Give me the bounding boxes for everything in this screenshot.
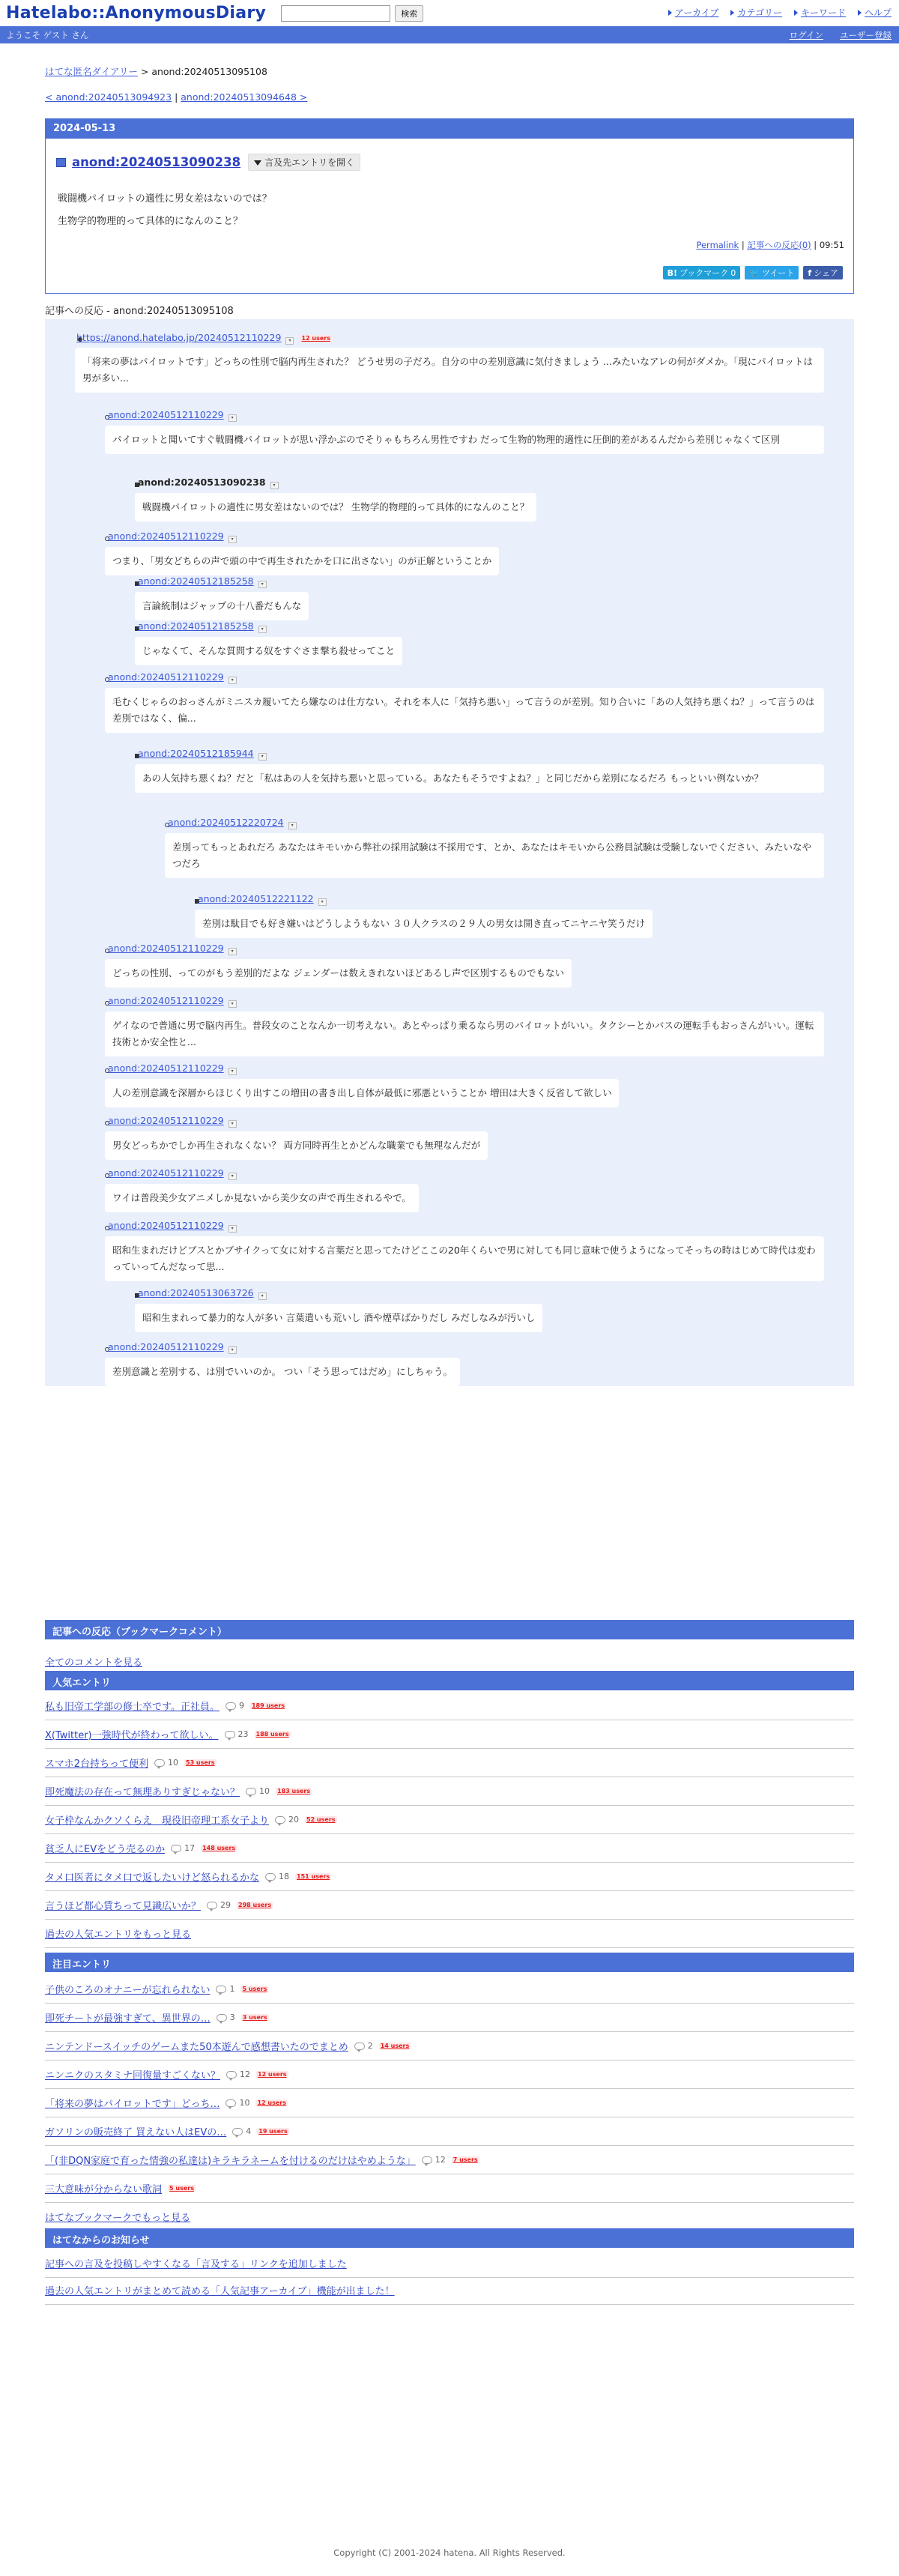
- reference-excerpt: 「将来の夢はパイロットです」どっちの性別で脳内再生された？ どうせ男の子だろ。自分の中の差別意識に気付きましょう ...みたいなアレの何がダメか。「現にパイロットは男が多い...: [75, 348, 824, 393]
- reference-excerpt: あの人気持ち悪くね？だと「私はあの人を気持ち悪いと思っている。あなたもそうですよね？」と同じだから差別になるだろ もっといい例ないか？: [135, 764, 824, 793]
- comment-count[interactable]: 17: [171, 1843, 195, 1853]
- reference-link[interactable]: anond:20240512110229: [108, 943, 224, 954]
- reference-excerpt: 昭和生まれって暴力的な人が多い 言葉遣いも荒いし 酒や煙草ばかりだし みだしなみが汚いし: [135, 1304, 542, 1332]
- entry-row: [45, 2174, 854, 2203]
- reference-item: [108, 1115, 237, 1128]
- entry-row: [45, 1720, 854, 1749]
- welcome-bar: [0, 27, 899, 43]
- entry-row: [45, 1777, 854, 1806]
- entry-title-link[interactable]: 貧乏人にEVをどう売るのか: [45, 1844, 166, 1855]
- expand-icon[interactable]: ▾: [288, 822, 297, 829]
- comment-count[interactable]: 10: [154, 1758, 178, 1768]
- breadcrumb-root-link[interactable]: はてな匿名ダイアリー: [45, 66, 138, 77]
- reference-excerpt: 差別は駄目でも好き嫌いはどうしようもない ３０人クラスの２９人の男女は開き直ってニヤニヤ笑うだけ: [195, 910, 653, 938]
- speech-bubble-icon: [422, 2156, 432, 2164]
- reference-excerpt: 昭和生まれだけどブスとかブサイクって女に対する言葉だと思ってたけどここの20年くらいで男に対しても同じ意味で使うようになってそっちの時はじめて時代は変わっていってんだなって思...: [105, 1236, 824, 1281]
- reference-excerpt: 差別ってもっとあれだろ あなたはキモいから弊社の採用試験は不採用です、とか、あなたはキモいから公務員試験は受験しないでください、みたいなやつだろ: [165, 833, 824, 878]
- reference-item: [108, 1341, 237, 1354]
- comment-count[interactable]: 4: [232, 2126, 251, 2136]
- entry-title-link[interactable]: ニンテンドースイッチのゲームまた50本遊んで感想書いたのでまとめ: [45, 2042, 348, 2053]
- tweet-button[interactable]: 🐦 ツイート: [745, 266, 799, 279]
- entry-date: 2024-05-13: [46, 119, 853, 139]
- search-input[interactable]: [281, 5, 390, 22]
- comment-count[interactable]: 12: [422, 2155, 446, 2165]
- reference-item: [138, 748, 267, 761]
- reference-item: [138, 477, 279, 489]
- register-link[interactable]: ユーザー登録: [840, 30, 892, 40]
- speech-bubble-icon: [246, 1788, 256, 1795]
- reference-link[interactable]: anond:20240512110229: [108, 671, 224, 683]
- entry-title-link[interactable]: 三大意味が分からない歌詞: [45, 2184, 163, 2195]
- comment-count[interactable]: 18: [265, 1872, 289, 1881]
- comment-count[interactable]: 10: [225, 2098, 249, 2108]
- reference-link[interactable]: anond:20240512110229: [108, 1167, 224, 1179]
- reference-link[interactable]: anond:20240512185258: [138, 620, 254, 632]
- responses-link[interactable]: 記事への反応(0): [747, 240, 811, 250]
- more-row: [45, 1920, 854, 1948]
- comment-count[interactable]: 1: [216, 1984, 234, 1994]
- entry-title-link[interactable]: X(Twitter)一強時代が終わって欲しい。: [45, 1730, 219, 1741]
- entry-row: [45, 1863, 854, 1891]
- news-item: [45, 2276, 854, 2305]
- reference-excerpt: どっちの性別、ってのがもう差別的だよな ジェンダーは数えきれないほどあるし声で区別するものでもない: [105, 959, 572, 988]
- popular-entries-heading: 人気エントリ: [45, 1671, 854, 1690]
- reference-item: [108, 671, 237, 684]
- users-badge[interactable]: 12 users: [257, 2099, 286, 2106]
- news-item: [45, 2249, 854, 2278]
- reference-excerpt: ゲイなので普通に男で脳内再生。普段女のことなんか一切考えない。あとやっぱり乗るなら男のパイロットがいい。タクシーとかバスの運転手もおっさんがいい。運転技術とか安全性と...: [105, 1012, 824, 1056]
- reference-excerpt: 人の差別意識を深層からほじくり出すこの増田の書き出し自体が最低に邪悪ということか 増田は大きく反省して欲しい: [105, 1079, 619, 1107]
- open-referenced-entry-button[interactable]: 言及先エントリを開く: [248, 154, 360, 171]
- entry-title-link[interactable]: タメ口医者にタメ口で返したいけど怒られるかな: [45, 1872, 260, 1884]
- reference-item: [108, 409, 237, 422]
- entry-title-link[interactable]: 「将来の夢はパイロットです」どっち…: [45, 2099, 220, 2110]
- users-badge[interactable]: 53 users: [186, 1759, 215, 1766]
- references-tree: [45, 319, 854, 1386]
- users-badge[interactable]: 5 users: [242, 1986, 267, 1992]
- expand-icon[interactable]: ▾: [228, 1000, 237, 1008]
- references-heading: 記事への反応 - anond:20240513095108: [45, 303, 854, 320]
- speech-bubble-icon: [275, 1816, 285, 1824]
- reference-item: [108, 1167, 237, 1180]
- reference-excerpt: 言論統制はジャップの十八番だもんな: [135, 592, 309, 620]
- reference-link[interactable]: anond:20240512110229: [108, 1341, 224, 1352]
- users-badge[interactable]: 14 users: [380, 2043, 410, 2049]
- entry-square-icon: [56, 158, 66, 167]
- bookmark-comments-heading: 記事への反応（ブックマークコメント）: [45, 1620, 854, 1639]
- expand-icon[interactable]: ▾: [228, 414, 237, 422]
- breadcrumb: はてな匿名ダイアリー > anond:20240513095108: [45, 66, 267, 77]
- breadcrumb-current: anond:20240513095108: [151, 66, 267, 77]
- reference-excerpt: 男女どっちかでしか再生されなくない？ 両方同時再生とかどんな職業でも無理なんだが: [105, 1131, 488, 1160]
- reference-item: [108, 1062, 237, 1075]
- entry-title-link[interactable]: スマホ2台持ちって便利: [45, 1759, 149, 1770]
- speech-bubble-icon: [225, 2099, 236, 2107]
- more-link[interactable]: 過去の人気エントリをもっと見る: [45, 1929, 192, 1941]
- speech-bubble-icon: [171, 1845, 181, 1852]
- reference-item: [138, 620, 267, 633]
- users-badge[interactable]: 3 users: [242, 2014, 267, 2021]
- entry-row: [45, 2146, 854, 2174]
- entry-paragraph: 戦闘機パイロットの適性に男女差はないのでは？: [58, 193, 272, 205]
- expand-icon[interactable]: ▾: [258, 1292, 267, 1300]
- reference-excerpt: ワイは普段美少女アニメしか見ないから美少女の声で再生されるやで。: [105, 1184, 419, 1212]
- expand-icon[interactable]: ▾: [228, 536, 237, 543]
- entry-time: 09:51: [819, 240, 844, 250]
- entry-title-link[interactable]: 即死魔法の存在って無理ありすぎじゃない？: [45, 1787, 240, 1798]
- entry-title-link[interactable]: anond:20240513090238: [72, 155, 241, 169]
- all-comments-link[interactable]: 全てのコメントを見る: [45, 1657, 143, 1669]
- entry-row: [45, 2117, 854, 2146]
- reference-link[interactable]: anond:20240512220724: [168, 817, 284, 828]
- speech-bubble-icon: [154, 1759, 165, 1767]
- triangle-right-icon: [668, 10, 672, 16]
- more-link[interactable]: はてなブックマークでもっと見る: [45, 2213, 191, 2224]
- site-logo[interactable]: Hatelabo::AnonymousDiary: [6, 4, 267, 22]
- reference-item: [138, 1287, 267, 1300]
- permalink-link[interactable]: Permalink: [696, 240, 739, 250]
- expand-icon[interactable]: ▾: [228, 1225, 237, 1233]
- reference-item: [108, 530, 237, 543]
- speech-bubble-icon: [226, 2071, 237, 2078]
- nav-keyword-link[interactable]: キーワード: [794, 6, 846, 19]
- nav-help-link[interactable]: ヘルプ: [858, 6, 892, 19]
- search-button[interactable]: 検索: [395, 5, 423, 22]
- news-link[interactable]: 過去の人気エントリがまとめて読める「人気記事アーカイブ」機能が出ました！: [45, 2286, 395, 2297]
- reference-excerpt: じゃなくて、そんな質問する奴をすぐさま撃ち殺せってこと: [135, 637, 402, 665]
- entry-footer: Permalink | 記事への反応(0) | 09:51: [696, 240, 844, 250]
- entry-row: [45, 1749, 854, 1777]
- welcome-text: ようこそ ゲスト さん: [6, 30, 89, 40]
- expand-icon[interactable]: ▾: [228, 1120, 237, 1128]
- share-buttons: [663, 266, 843, 279]
- reference-excerpt: 毛むくじゃらのおっさんがミニスカ履いてたら嫌なのは仕方ない。それを本人に「気持ち悪い」って言うのが差別。知り合いに「あの人気持ち悪くね？」って言うのは差別ではなく、偏...: [105, 688, 824, 733]
- entry-title-link[interactable]: 子供のころのオナニーが忘れられない: [45, 1985, 211, 1996]
- reference-excerpt: パイロットと聞いてすぐ戦闘機パイロットが思い浮かぶのでそりゃもちろん男性ですわ だって生物的物理的適性に圧倒的差があるんだから差別じゃなくて区別: [105, 426, 824, 454]
- comment-count[interactable]: 20: [275, 1815, 299, 1824]
- speech-bubble-icon: [354, 2043, 365, 2050]
- entry-title-link[interactable]: 女子枠なんかクソくらえ 現役旧帝理工系女子より: [45, 1815, 270, 1827]
- facebook-share-button[interactable]: f シェア: [803, 266, 843, 279]
- comment-count[interactable]: 12: [226, 2069, 250, 2079]
- reference-link[interactable]: anond:20240512110229: [108, 1220, 224, 1231]
- entry-title-link[interactable]: 私も旧帝工学部の修士卒です。正社員。: [45, 1702, 220, 1713]
- login-link[interactable]: ログイン: [789, 30, 823, 40]
- expand-icon[interactable]: ▾: [258, 753, 267, 761]
- users-badge[interactable]: 183 users: [277, 1788, 311, 1795]
- reference-excerpt: 戦闘機パイロットの適性に男女差はないのでは？ 生物学的物理的って具体的になんのこと？: [135, 493, 536, 521]
- entry-paragraph: 生物学的物理的って具体的になんのこと？: [58, 216, 243, 227]
- current-entry-label: anond:20240513090238: [138, 477, 266, 488]
- entry-title-link[interactable]: 言うほど都心賃ちって見識広いか？: [45, 1901, 202, 1912]
- reference-link[interactable]: anond:20240512185258: [138, 575, 254, 587]
- users-badge[interactable]: 148 users: [202, 1845, 236, 1851]
- users-badge[interactable]: 298 users: [238, 1902, 272, 1908]
- entry-title-link[interactable]: 「(非DQN家庭で育った情強の私達は)キラキラネームを付けるのだけはやめような」: [45, 2156, 416, 2167]
- expand-icon[interactable]: ▾: [318, 898, 327, 906]
- facebook-icon: f: [808, 267, 812, 278]
- entry-title-link[interactable]: 即死チートが最強すぎて、異世界の…: [45, 2013, 211, 2025]
- twitter-bird-icon: 🐦: [749, 267, 760, 278]
- expand-icon[interactable]: ▾: [228, 1346, 237, 1354]
- reference-excerpt: 差別意識と差別する、は別でいいのか。 つい「そう思ってはだめ」にしちゃう。: [105, 1358, 460, 1386]
- entry-row: [45, 1692, 854, 1720]
- comment-count[interactable]: 23: [225, 1729, 249, 1739]
- reference-link[interactable]: anond:20240512221122: [198, 893, 314, 904]
- more-row: [45, 2203, 854, 2231]
- comment-count[interactable]: 10: [246, 1786, 270, 1796]
- comment-count[interactable]: 2: [354, 2041, 373, 2051]
- comment-count[interactable]: 29: [207, 1900, 231, 1910]
- reference-link[interactable]: anond:20240512110229: [108, 995, 224, 1006]
- comment-count[interactable]: 3: [217, 2013, 235, 2022]
- reference-link[interactable]: anond:20240513063726: [138, 1287, 254, 1298]
- entry-row: [45, 2004, 854, 2032]
- entry-pager: < anond:20240513094923 | anond:20240513094648 >: [45, 91, 308, 103]
- speech-bubble-icon: [217, 2014, 227, 2022]
- reference-item: [108, 995, 237, 1008]
- reference-link[interactable]: anond:20240512110229: [108, 530, 224, 542]
- entry-row: [45, 2061, 854, 2089]
- entry-row: [45, 1975, 854, 2004]
- expand-icon[interactable]: ▾: [228, 677, 237, 684]
- expand-icon[interactable]: ▾: [228, 1068, 237, 1075]
- users-badge[interactable]: 7 users: [452, 2156, 478, 2163]
- triangle-right-icon: [858, 10, 862, 16]
- top-nav: [668, 6, 892, 19]
- entry-title-link[interactable]: ニンニクのスタミナ回復量すごくない？: [45, 2070, 221, 2081]
- nav-archive-link[interactable]: アーカイブ: [668, 6, 719, 19]
- speech-bubble-icon: [265, 1873, 276, 1881]
- speech-bubble-icon: [225, 1702, 236, 1710]
- entry-row: [45, 1834, 854, 1863]
- expand-icon[interactable]: ▾: [258, 626, 267, 633]
- prev-entry-link[interactable]: < anond:20240513094923: [45, 91, 172, 103]
- entry-title-link[interactable]: ガソリンの販売終了 買えない人はEVの…: [45, 2127, 227, 2138]
- reference-link[interactable]: anond:20240512110229: [108, 1062, 224, 1074]
- copyright: Copyright (C) 2001-2024 hatena. All Rights Reserved.: [333, 2548, 566, 2558]
- entry-body: [58, 188, 272, 233]
- reference-link[interactable]: https://anond.hatelabo.jp/20240512110229: [76, 332, 282, 343]
- users-badge[interactable]: 19 users: [258, 2128, 288, 2135]
- hatena-b-icon: B!: [667, 267, 678, 278]
- users-badge[interactable]: 5 users: [169, 2185, 194, 2192]
- comment-count[interactable]: 9: [225, 1701, 244, 1711]
- hatena-bookmark-button[interactable]: B! ブックマーク 0: [663, 266, 741, 279]
- reference-item: [76, 332, 332, 345]
- reference-item: [108, 1220, 237, 1233]
- speech-bubble-icon: [216, 1986, 226, 1993]
- speech-bubble-icon: [207, 1902, 217, 1909]
- entry-row: [45, 2032, 854, 2061]
- reference-link[interactable]: anond:20240512110229: [108, 1115, 224, 1126]
- expand-icon[interactable]: ▾: [258, 581, 267, 588]
- expand-icon[interactable]: ▾: [285, 337, 294, 345]
- entry-row: [45, 1891, 854, 1920]
- triangle-down-icon: [254, 160, 261, 166]
- users-badge[interactable]: 151 users: [297, 1873, 330, 1880]
- expand-icon[interactable]: ▾: [270, 482, 279, 489]
- reference-link[interactable]: anond:20240512110229: [108, 409, 224, 420]
- top-bar: [0, 0, 899, 27]
- reference-item: [198, 893, 327, 906]
- reference-excerpt: つまり、「男女どちらの声で頭の中で再生されたかを口に出さない」のが正解ということか: [105, 547, 499, 575]
- expand-icon[interactable]: ▾: [228, 1173, 237, 1180]
- reference-item: [168, 817, 297, 829]
- users-badge[interactable]: 12 users: [258, 2071, 287, 2078]
- users-badge[interactable]: 189 users: [251, 1702, 285, 1709]
- featured-entries-heading: 注目エントリ: [45, 1953, 854, 1972]
- users-badge[interactable]: 188 users: [255, 1731, 289, 1738]
- triangle-right-icon: [794, 10, 798, 16]
- entry-row: [45, 2089, 854, 2117]
- news-heading: はてなからのお知らせ: [45, 2228, 854, 2248]
- reference-link[interactable]: anond:20240512185944: [138, 748, 254, 759]
- speech-bubble-icon: [225, 1731, 235, 1738]
- reference-item: [108, 943, 237, 955]
- entry-row: [45, 1806, 854, 1834]
- nav-category-link[interactable]: カテゴリー: [730, 6, 782, 19]
- entry-card: [45, 118, 854, 294]
- news-link[interactable]: 記事への言及を投稿しやすくなる「言及する」リンクを追加しました: [45, 2259, 347, 2270]
- users-badge[interactable]: 12 users: [301, 335, 330, 342]
- next-entry-link[interactable]: anond:20240513094648 >: [181, 91, 308, 103]
- reference-item: [138, 575, 267, 588]
- users-badge[interactable]: 52 users: [306, 1816, 336, 1823]
- speech-bubble-icon: [232, 2128, 243, 2135]
- expand-icon[interactable]: ▾: [228, 948, 237, 955]
- triangle-right-icon: [730, 10, 734, 16]
